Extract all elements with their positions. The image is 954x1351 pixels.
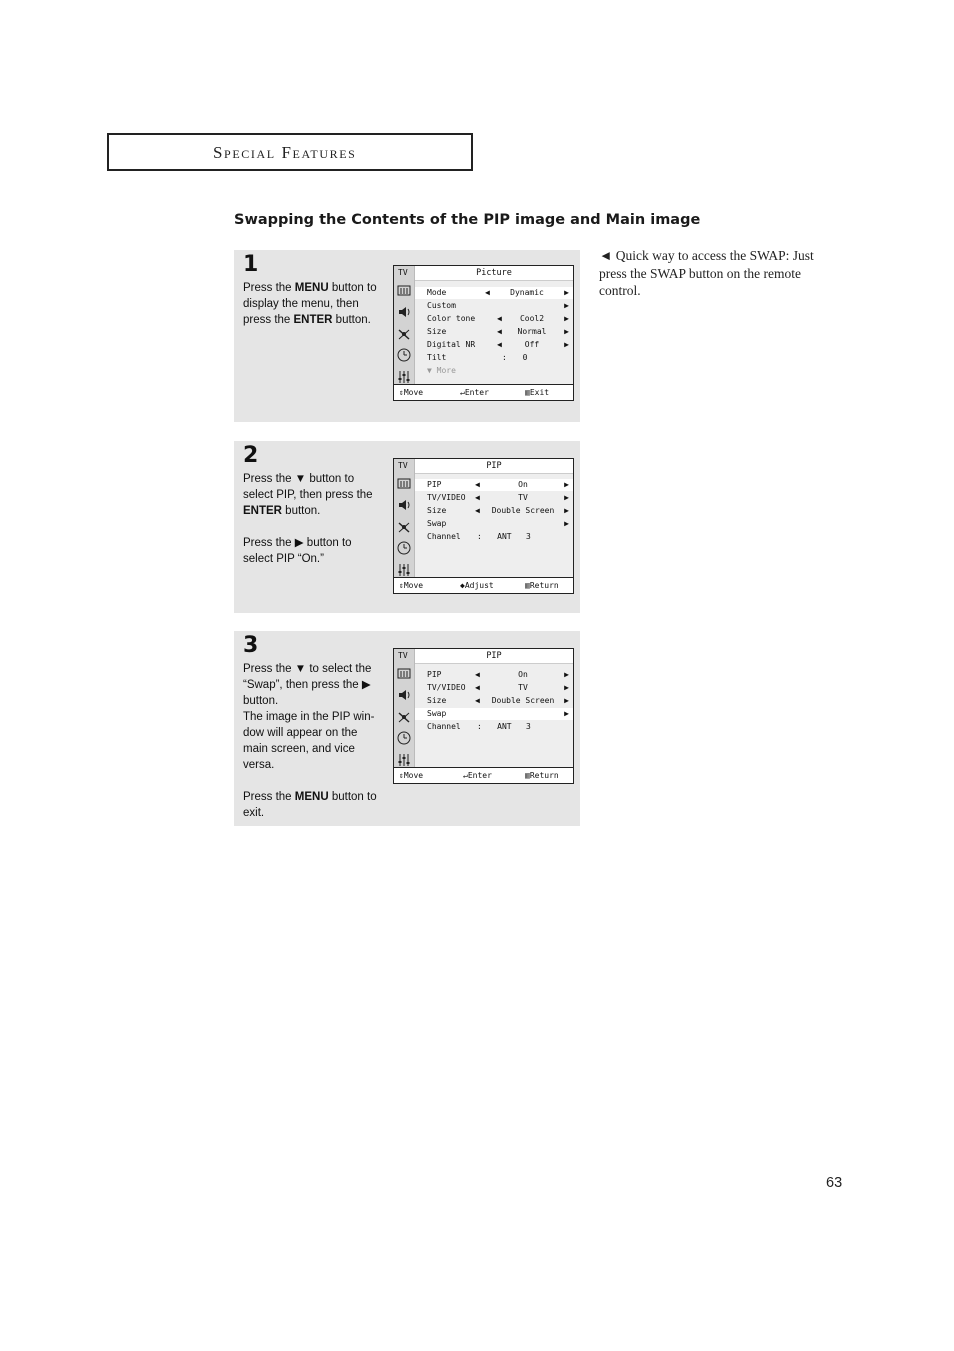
osd-pip-menu-swap bbox=[393, 648, 574, 784]
osd-row-label: Size bbox=[427, 327, 447, 336]
return-label: Return bbox=[529, 771, 559, 780]
osd-row-label: TV/VIDEO bbox=[427, 683, 466, 692]
move-label: Move bbox=[403, 771, 424, 780]
osd-row-swap[interactable] bbox=[415, 708, 573, 720]
enter-hint: ↵Enter bbox=[463, 771, 492, 780]
osd-row-label: Channel bbox=[427, 722, 461, 731]
osd-row-value: TV bbox=[518, 493, 528, 502]
left-arrow-icon: ◀ bbox=[475, 670, 480, 679]
osd-row-value: Double Screen bbox=[491, 506, 555, 515]
step-2-instructions bbox=[243, 471, 383, 567]
osd-row-label: TV/VIDEO bbox=[427, 493, 466, 502]
picture-icon bbox=[396, 283, 412, 299]
sound-icon bbox=[396, 304, 412, 320]
osd-menu-body bbox=[415, 474, 573, 577]
osd-row-value: Cool2 bbox=[519, 314, 545, 323]
setup-sliders-icon bbox=[396, 562, 412, 578]
osd-row-size[interactable] bbox=[415, 326, 573, 338]
menu-key-label: MENU bbox=[294, 282, 329, 294]
right-arrow-icon: ▶ bbox=[564, 301, 569, 310]
step-1-paragraph bbox=[243, 280, 383, 328]
osd-row-value: Off bbox=[524, 340, 540, 349]
left-arrow-icon: ◀ bbox=[497, 340, 502, 349]
osd-row-tv-video[interactable] bbox=[415, 492, 573, 504]
setup-sliders-icon bbox=[396, 752, 412, 768]
osd-icon-bar bbox=[394, 266, 415, 400]
osd-row-label: Custom bbox=[427, 301, 456, 310]
osd-footer bbox=[394, 767, 573, 783]
colon-separator: : bbox=[477, 532, 482, 541]
osd-row-value: On bbox=[518, 480, 528, 489]
text-run: Press the ▼ button to select PIP, then press the bbox=[243, 473, 373, 501]
right-arrow-icon: ▶ bbox=[564, 506, 569, 515]
text-run: button. bbox=[332, 314, 371, 326]
side-note: ◄ Quick way to access the SWAP: Just press the SWAP button on the remote control. bbox=[599, 248, 814, 298]
enter-key-label: ENTER bbox=[293, 314, 333, 326]
text-run: Press the bbox=[243, 791, 295, 803]
step-3-panel bbox=[234, 631, 580, 826]
osd-row-size[interactable] bbox=[415, 695, 573, 707]
osd-row-value: Normal bbox=[517, 327, 547, 336]
osd-row-value: Double Screen bbox=[491, 696, 555, 705]
osd-row-channel[interactable] bbox=[415, 531, 573, 543]
osd-row-value: Dynamic bbox=[510, 288, 544, 297]
osd-row-pip[interactable] bbox=[415, 669, 573, 681]
channel-antenna-icon bbox=[396, 709, 412, 725]
osd-row-color-tone[interactable] bbox=[415, 313, 573, 325]
osd-tv-label: TV bbox=[398, 461, 408, 470]
osd-row-more[interactable] bbox=[415, 365, 573, 377]
osd-row-size[interactable] bbox=[415, 505, 573, 517]
osd-row-channel[interactable] bbox=[415, 721, 573, 733]
page-title: Swapping the Contents of the PIP image and Main image bbox=[234, 212, 701, 228]
page-number: 63 bbox=[826, 1175, 843, 1191]
clock-icon bbox=[396, 347, 412, 363]
osd-row-value: 0 bbox=[522, 353, 528, 362]
osd-icon-bar bbox=[394, 649, 415, 783]
right-arrow-icon: ▶ bbox=[564, 683, 569, 692]
osd-row-value: ANT 3 bbox=[497, 722, 531, 731]
step-2-panel bbox=[234, 441, 580, 613]
osd-menu-body bbox=[415, 664, 573, 767]
sound-icon bbox=[396, 687, 412, 703]
osd-row-label: Mode bbox=[427, 288, 447, 297]
text-run: button. bbox=[281, 505, 321, 517]
sound-icon bbox=[396, 497, 412, 513]
section-header-title: Special Features bbox=[213, 143, 357, 162]
right-arrow-icon: ▶ bbox=[564, 340, 569, 349]
step-3-paragraph-2: The image in the PIP win-dow will appear on the main screen, and vice versa. bbox=[243, 711, 375, 771]
enter-label: Enter bbox=[464, 388, 489, 397]
osd-tv-label: TV bbox=[398, 268, 408, 277]
osd-tv-label: TV bbox=[398, 651, 408, 660]
osd-row-digital-nr[interactable] bbox=[415, 339, 573, 351]
return-label: Return bbox=[529, 581, 559, 590]
osd-row-value: TV bbox=[518, 683, 528, 692]
right-arrow-icon: ▶ bbox=[564, 709, 569, 718]
picture-icon bbox=[396, 666, 412, 682]
setup-sliders-icon bbox=[396, 369, 412, 385]
right-arrow-icon: ▶ bbox=[564, 327, 569, 336]
osd-title: Picture bbox=[415, 266, 573, 281]
osd-row-mode[interactable] bbox=[415, 287, 573, 299]
osd-picture-menu bbox=[393, 265, 574, 401]
osd-title: PIP bbox=[415, 649, 573, 664]
osd-row-label: PIP bbox=[427, 480, 442, 489]
move-label: Move bbox=[403, 388, 424, 397]
osd-row-tv-video[interactable] bbox=[415, 682, 573, 694]
enter-hint: ↵Enter bbox=[460, 388, 489, 397]
left-arrow-icon: ◀ bbox=[497, 327, 502, 336]
left-arrow-icon: ◀ bbox=[475, 493, 480, 502]
right-arrow-icon: ▶ bbox=[564, 519, 569, 528]
left-arrow-icon: ◀ bbox=[475, 506, 480, 515]
menu-key-label: MENU bbox=[294, 791, 329, 803]
step-1-instructions bbox=[243, 280, 383, 328]
exit-label: Exit bbox=[529, 388, 550, 397]
step-2-paragraph-1 bbox=[243, 471, 383, 519]
osd-row-label: Color tone bbox=[427, 314, 476, 323]
right-arrow-icon: ▶ bbox=[564, 314, 569, 323]
osd-footer bbox=[394, 577, 573, 593]
step-3-paragraph-1: Press the ▼ to select the “Swap”, then press the ▶ button. bbox=[243, 663, 372, 707]
text-run: button to exit. bbox=[243, 791, 377, 819]
colon-separator: : bbox=[502, 353, 507, 362]
enter-label: Enter bbox=[467, 771, 492, 780]
osd-row-label: PIP bbox=[427, 670, 442, 679]
osd-row-custom[interactable] bbox=[415, 300, 573, 312]
osd-row-label: Size bbox=[427, 506, 447, 515]
right-arrow-icon: ▶ bbox=[564, 696, 569, 705]
text-run: Press the bbox=[243, 282, 295, 294]
step-3-paragraph-3 bbox=[243, 789, 383, 821]
osd-row-label: Size bbox=[427, 696, 447, 705]
section-header-box bbox=[107, 133, 473, 171]
left-arrow-icon: ◀ bbox=[485, 288, 490, 297]
step-3-instructions bbox=[243, 661, 383, 821]
adjust-label: Adjust bbox=[464, 581, 494, 590]
right-arrow-icon: ▶ bbox=[564, 670, 569, 679]
picture-icon bbox=[396, 476, 412, 492]
osd-row-value: ANT 3 bbox=[497, 532, 531, 541]
left-arrow-icon: ◀ bbox=[475, 683, 480, 692]
step-number: 2 bbox=[243, 443, 259, 468]
clock-icon bbox=[396, 540, 412, 556]
osd-row-value: On bbox=[518, 670, 528, 679]
osd-title: PIP bbox=[415, 459, 573, 474]
enter-key-label: ENTER bbox=[243, 505, 282, 517]
osd-menu-body bbox=[415, 281, 573, 384]
step-number: 3 bbox=[243, 633, 259, 658]
osd-pip-menu bbox=[393, 458, 574, 594]
left-arrow-icon: ◀ bbox=[497, 314, 502, 323]
move-label: Move bbox=[403, 581, 424, 590]
step-2-paragraph-2: Press the ▶ button to select PIP “On.” bbox=[243, 537, 352, 565]
osd-row-label: Digital NR bbox=[427, 340, 476, 349]
right-arrow-icon: ▶ bbox=[564, 288, 569, 297]
osd-icon-bar bbox=[394, 459, 415, 593]
osd-row-label: Tilt bbox=[427, 353, 447, 362]
text-run: button to display the menu, then press the bbox=[243, 282, 377, 326]
step-number: 1 bbox=[243, 252, 259, 277]
osd-row-label: Swap bbox=[427, 709, 447, 718]
move-hint: ⇕Move bbox=[399, 388, 424, 397]
channel-antenna-icon bbox=[396, 326, 412, 342]
osd-row-swap[interactable] bbox=[415, 518, 573, 530]
right-arrow-icon: ▶ bbox=[564, 480, 569, 489]
left-arrow-icon: ◀ bbox=[475, 696, 480, 705]
right-arrow-icon: ▶ bbox=[564, 493, 569, 502]
adjust-hint: ◆Adjust bbox=[460, 581, 494, 590]
move-hint: ⇕Move bbox=[399, 771, 424, 780]
exit-hint: ▥Exit bbox=[525, 388, 550, 397]
return-hint: ▥Return bbox=[525, 771, 559, 780]
left-arrow-icon: ◀ bbox=[475, 480, 480, 489]
move-hint: ⇕Move bbox=[399, 581, 424, 590]
colon-separator: : bbox=[477, 722, 482, 731]
channel-antenna-icon bbox=[396, 519, 412, 535]
step-1-panel bbox=[234, 250, 580, 422]
osd-footer bbox=[394, 384, 573, 400]
clock-icon bbox=[396, 730, 412, 746]
osd-row-label: ▼ More bbox=[427, 366, 456, 375]
osd-row-label: Swap bbox=[427, 519, 447, 528]
osd-row-pip[interactable] bbox=[415, 479, 573, 491]
osd-row-tilt[interactable] bbox=[415, 352, 573, 364]
osd-row-label: Channel bbox=[427, 532, 461, 541]
return-hint: ▥Return bbox=[525, 581, 559, 590]
